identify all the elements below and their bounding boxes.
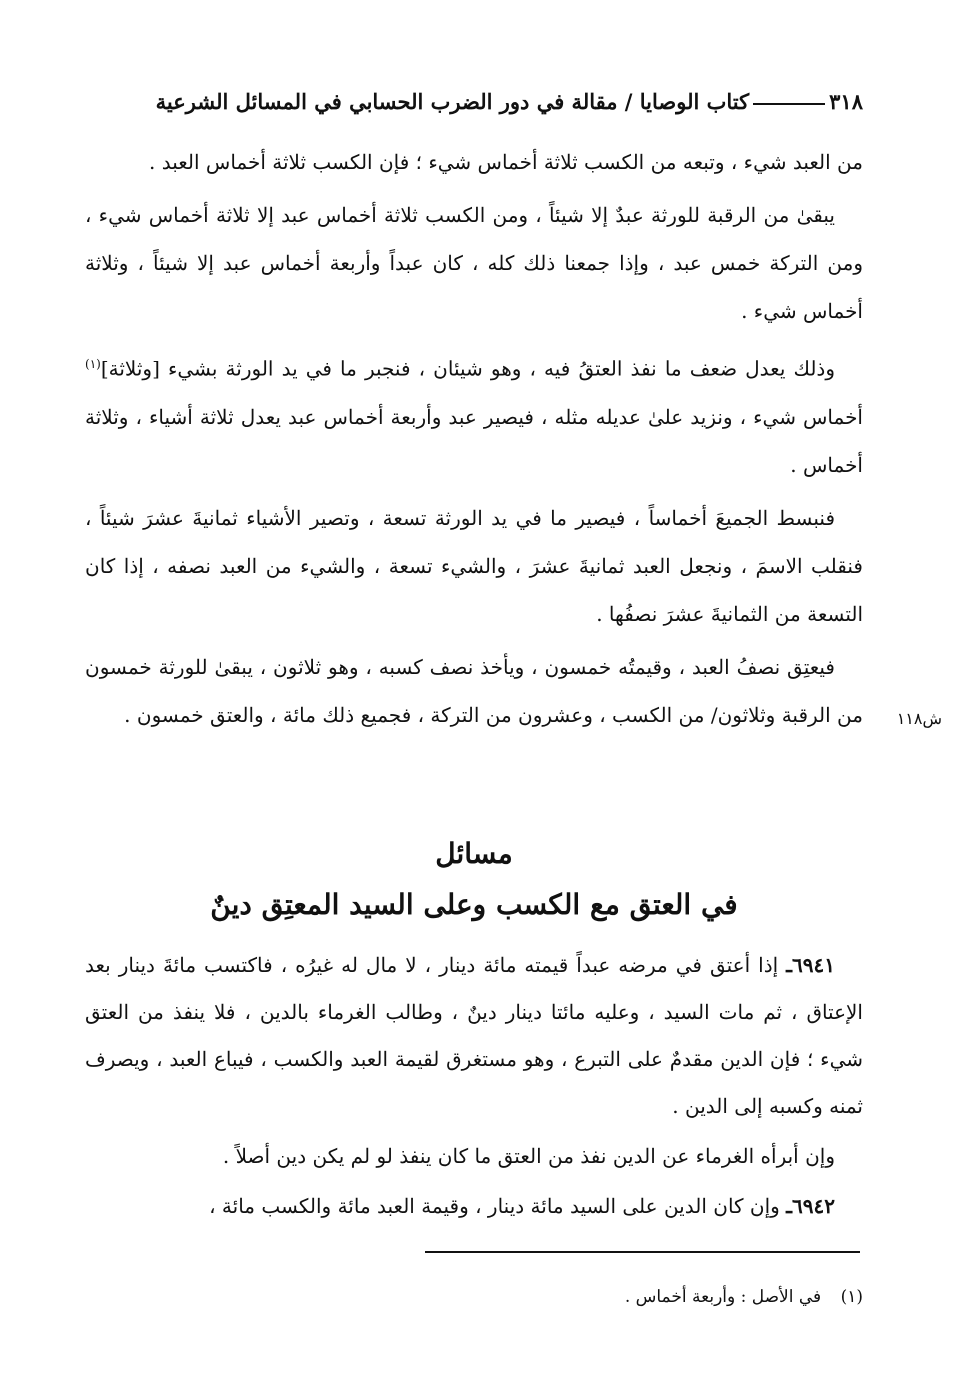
paragraph: فيعتِق نصفُ العبد ، وقيمتُه خمسون ، ويأخذ نصف كسبه ، وهو ثلاثون ، يبقىٰ للورثة خمسون من الرقبة وثلاثون/ من الكسب ، وعشرون من التركة ، فجميع ذلك مائة ، والعتق خمسون .: [85, 654, 863, 727]
footnote-mark: (١): [840, 1287, 863, 1307]
page-header: [85, 84, 863, 120]
issue-number: ٦٩٤١ـ: [786, 953, 835, 977]
footnote: [85, 1282, 863, 1312]
paragraph-text: وإن أبرأه الغرماء عن الدين نفذ من العتق ما كان ينفذ لو لم يكن دين أصلاً .: [222, 1144, 835, 1168]
section-title: مسائل: [435, 837, 513, 870]
section-subtitle: في العتق مع الكسب وعلى السيد المعتِق دينٌ: [210, 888, 738, 921]
footnote-reference[interactable]: (١): [85, 357, 101, 371]
numbered-paragraph: [85, 942, 863, 1130]
issue-number: ٦٩٤٢ـ: [786, 1194, 835, 1218]
numbered-paragraph: [85, 1183, 863, 1230]
margin-note: ش١١٨: [896, 709, 942, 728]
header-dash: [753, 103, 825, 105]
footnote-text: في الأصل : وأربعة أخماس .: [624, 1287, 822, 1307]
paragraph: فنبسط الجميعَ أخماساً ، فيصير ما في يد الورثة تسعة ، وتصير الأشياء ثمانيةَ عشرَ شيئاً ، فنقلب الاسمَ ، ونجعل العبد ثمانيةَ عشرَ ، والشيء تسعة ، والشيء من العبد نصفه ، إذا كان التسعة من الثمانيةَ عشرَ نصفُها .: [85, 505, 863, 626]
paragraph-text: وإن كان الدين على السيد مائة دينار ، وقيمة العبد مائة والكسب مائة ،: [209, 1194, 780, 1218]
paragraph: من العبد شيء ، وتبعه من الكسب ثلاثة أخماس شيء ؛ فإن الكسب ثلاثة أخماس العبد .: [149, 150, 863, 174]
paragraph-text: إذا أعتق في مرضه عبداً قيمته مائة دينار ، لا مال له غيرُه ، فاكتسب مائةَ دينار بعد الإعتاق ، ثم مات السيد ، وعليه مائتا دينار دينٌ ، وطالب الغرماء بالدين ، فلا ينفذ من العتق شيء ؛ فإن الدين مقدمٌ على التبرع ، وهو مستغرق لقيمة العبد والكسب ، فيباع العبد ، ويصرف ثمنه وكسبه إلى الدين .: [85, 953, 863, 1118]
paragraph: [85, 1133, 863, 1180]
running-title: كتاب الوصايا / مقالة في دور الضرب الحسابي في المسائل الشرعية: [155, 89, 750, 114]
paragraph: [85, 340, 863, 489]
paragraph: يبقىٰ من الرقبة للورثة عبدٌ إلا شيئاً ، ومن الكسب ثلاثة أخماس عبد إلا ثلاثة أخماس شيء ، ومن التركة خمس عبد ، وإذا جمعنا ذلك كله ، كان عبداً وأربعة أخماس عبد إلا شيئاً ، وثلاثة أخماس شيء .: [85, 203, 863, 323]
paragraph-text: وذلك يعدل ضعف ما نفذ العتقُ فيه ، وهو شيئان ، فنجبر ما في يد الورثة بشيء: [167, 356, 835, 381]
issues-text: [85, 942, 863, 1233]
bracketed-insertion: [وثلاثة]: [100, 356, 160, 381]
page-number: ٣١٨: [829, 89, 863, 114]
main-text: [85, 138, 863, 744]
footnote-divider: [425, 1251, 860, 1253]
paragraph-text: أخماس شيء ، ونزيد علىٰ عديله مثله ، فيصير عبد وأربعة أخماس عبد يعدل ثلاثة أشياء ، وثلاثة أخماس .: [85, 404, 863, 477]
